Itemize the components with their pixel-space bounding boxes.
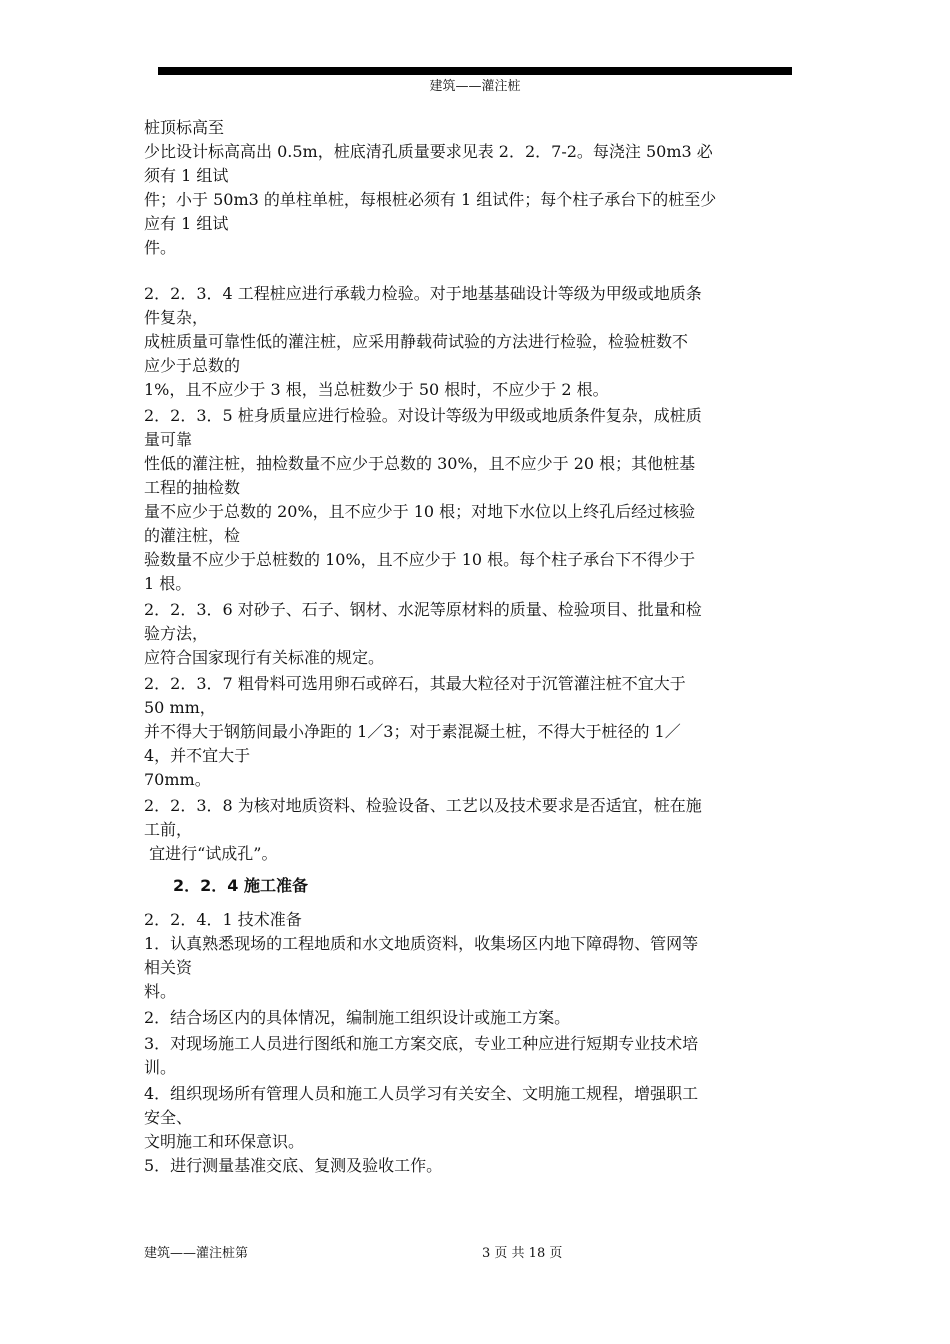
text-line: 1%，且不应少于 3 根，当总桩数少于 50 根时，不应少于 2 根。: [144, 380, 609, 399]
text-line: 的灌注桩，检: [144, 526, 241, 545]
paragraph-2-2-3-7: [144, 672, 814, 792]
text-line: 性低的灌注桩，抽检数量不应少于总数的 30%，且不应少于 20 根；其他桩基: [144, 454, 696, 473]
text-line: 并不得大于钢筋间最小净距的 1／3；对于素混凝土桩，不得大于桩径的 1／: [144, 722, 681, 741]
paragraph-2-2-3-4: [144, 282, 814, 402]
text-line: 应少于总数的: [144, 356, 241, 375]
text-line: 安全、: [144, 1108, 193, 1127]
text-line: 验数量不应少于总桩数的 10%，且不应少于 10 根。每个柱子承台下不得少于: [144, 550, 696, 569]
paragraph-2-2-3-5: [144, 404, 814, 596]
text-line: 2．2．3．7 粗骨料可选用卵石或碎石，其最大粒径对于沉管灌注桩不宜大于: [144, 674, 686, 693]
paragraph-test-requirements: [144, 116, 814, 260]
document-body: [144, 116, 814, 1178]
text-line: 料。: [144, 982, 177, 1001]
text-line: 件；小于 50m3 的单柱单桩，每根桩必须有 1 组试件；每个柱子承台下的桩至少: [144, 190, 717, 209]
text-line: 1 根。: [144, 574, 192, 593]
paragraph-item-5: [144, 1154, 814, 1178]
text-line: 4，并不宜大于: [144, 746, 251, 765]
page-number: 3 页 共 18 页: [482, 1246, 563, 1261]
footer-title: 建筑——灌注桩第: [144, 1246, 249, 1261]
text-line: 宜进行“试成孔”。: [144, 844, 278, 863]
text-line: 2．2．4．1 技术准备: [144, 910, 302, 929]
text-line: 成桩质量可靠性低的灌注桩，应采用静载荷试验的方法进行检验，检验桩数不: [144, 332, 689, 351]
text-line: 少比设计标高高出 0.5m，桩底清孔质量要求见表 2．2．7-2。每浇注 50m3 必: [144, 142, 713, 161]
text-line: 1．认真熟悉现场的工程地质和水文地质资料，收集场区内地下障碍物、管网等: [144, 934, 699, 953]
text-line: 文明施工和环保意识。: [144, 1132, 305, 1151]
text-line: 70mm。: [144, 770, 211, 789]
page-header-title: 建筑——灌注桩: [429, 79, 521, 94]
paragraph-item-4: [144, 1082, 814, 1154]
paragraph-item-3: [144, 1032, 814, 1080]
text-line: 2．2．3．5 桩身质量应进行检验。对设计等级为甲级或地质条件复杂，成桩质: [144, 406, 702, 425]
text-line: 2．结合场区内的具体情况，编制施工组织设计或施工方案。: [144, 1008, 571, 1027]
text-line: 2．2．3．4 工程桩应进行承载力检验。对于地基基础设计等级为甲级或地质条: [144, 284, 702, 303]
text-line: 5．进行测量基准交底、复测及验收工作。: [144, 1156, 443, 1175]
text-line: 4．组织现场所有管理人员和施工人员学习有关安全、文明施工规程，增强职工: [144, 1084, 699, 1103]
text-line: 件复杂，: [144, 308, 209, 327]
text-line: 验方法，: [144, 624, 209, 643]
text-line: 工程的抽检数: [144, 478, 241, 497]
text-line: 量不应少于总数的 20%，且不应少于 10 根；对地下水位以上终孔后经过核验: [144, 502, 696, 521]
spacer: [144, 260, 814, 282]
paragraph-2-2-3-6: [144, 598, 814, 670]
text-line: 须有 1 组试: [144, 166, 229, 185]
text-line: 2．2．3．6 对砂子、石子、钢材、水泥等原材料的质量、检验项目、批量和检: [144, 600, 702, 619]
paragraph-item-2: [144, 1006, 814, 1030]
text-line: 应有 1 组试: [144, 214, 229, 233]
text-line: 2．2．3．8 为核对地质资料、检验设备、工艺以及技术要求是否适宜，桩在施: [144, 796, 702, 815]
text-line: 3．对现场施工人员进行图纸和施工方案交底，专业工种应进行短期专业技术培: [144, 1034, 699, 1053]
header-rule: [158, 67, 792, 75]
text-line: 桩顶标高至: [144, 118, 225, 137]
text-line: 应符合国家现行有关标准的规定。: [144, 648, 385, 667]
text-line: 相关资: [144, 958, 193, 977]
text-line: 工前，: [144, 820, 193, 839]
section-heading: 2．2．4 施工准备: [173, 876, 308, 895]
paragraph-2-2-3-8: [144, 794, 814, 866]
text-line: 件。: [144, 238, 177, 257]
text-line: 训。: [144, 1058, 177, 1077]
text-line: 量可靠: [144, 430, 193, 449]
paragraph-technical-prep: [144, 908, 814, 1004]
text-line: 50 mm，: [144, 698, 216, 717]
